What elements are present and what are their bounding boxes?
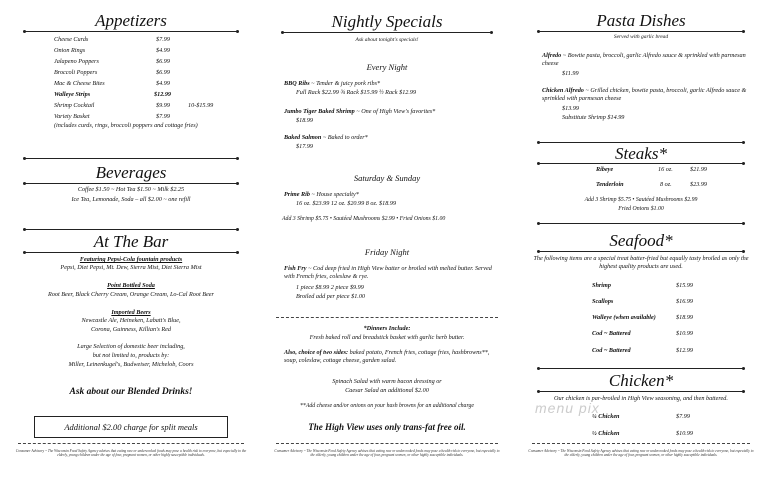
chicken-price: $7.99 — [676, 413, 690, 420]
beverages-line-2: Ice Tea, Lemonade, Soda – all $2.00 ~ one refill — [71, 196, 191, 203]
appetizer-price: $9.99 — [156, 102, 170, 109]
bbq-desc: ~ Tender & juicy pork ribs* — [309, 80, 381, 87]
steak-price: $23.99 — [690, 181, 708, 188]
appetizer-price: $7.99 — [156, 36, 170, 43]
consumer-advisory: Consumer Advisory ~ The Wisconsin Food Safety Agency advises that eating raw or undercooked foods may pose a health risk to everyone, but especially to the elderly, young children under the age of four, pregnant women, or other highly susceptible individuals. — [15, 449, 247, 458]
divider — [24, 252, 238, 253]
bottled-list: Root Beer, Black Cherry Cream, Orange Cream, Lo-Cal Root Beer — [48, 291, 214, 298]
steak-name: Ribeye — [596, 166, 614, 173]
imported-list-1: Newcastle Ale, Heineken, Labatt's Blue, — [81, 317, 181, 324]
divider — [24, 31, 238, 32]
divider — [538, 163, 744, 164]
fish-prices: 1 piece $8.99 2 piece $9.99 — [296, 284, 364, 291]
beverages-line-1: Coffee $1.50 ~ Hot Tea $1.50 ~ Milk $2.25 — [77, 186, 185, 193]
alfredo-desc: ~ Bowtie pasta, broccoli, garlic Alfredo sauce & sprinkled with parmesan cheese — [542, 52, 746, 67]
steak-price: $21.99 — [690, 166, 708, 173]
seafood-name: Cod ~ Battered — [592, 330, 631, 337]
steak-size: 8 oz. — [660, 181, 672, 188]
bottled-heading: Point Bottled Soda — [107, 282, 155, 289]
seafood-description: The following items are a special treat batter-fried but equally tasty broiled as only the highest quality products are used. — [533, 255, 749, 270]
steak-addons-1: Add 3 Shrimp $5.75 • Sautéed Mushrooms $2.99 — [584, 197, 698, 203]
trans-fat-banner: The High View uses only trans-fat free oil. — [308, 422, 466, 432]
sides-choice — [284, 349, 492, 364]
chicken-title: Chicken* — [608, 371, 674, 390]
split-meal-note: Additional $2.00 charge for split meals — [64, 422, 198, 432]
blended-drinks-banner: Ask about our Blended Drinks! — [69, 387, 193, 397]
dinners-line: Fresh baked roll and breadstick basket with garlic herb butter. — [309, 334, 465, 341]
seafood-price: $15.99 — [676, 282, 694, 289]
dinners-heading: *Dinners Include: — [363, 325, 411, 332]
appetizer-price: $6.99 — [156, 58, 170, 65]
seafood-price: $16.99 — [676, 298, 694, 305]
steak-addons-2: Fried Onions $1.00 — [618, 206, 664, 212]
alfredo-item — [542, 52, 748, 67]
steak-name: Tenderloin — [596, 181, 624, 188]
domestic-line-3: Miller, Leinenkugel's, Budweiser, Michelob, Coors — [68, 361, 194, 368]
divider — [538, 142, 744, 143]
alfredo-name: Alfredo — [542, 52, 562, 59]
salmon-price: $17.99 — [296, 143, 314, 150]
fountain-heading: Featuring Pepsi-Cola fountain products — [79, 256, 183, 263]
steaks-title: Steaks* — [615, 144, 667, 163]
appetizer-name: Cheese Curds — [54, 36, 89, 43]
seafood-name: Shrimp — [592, 282, 611, 289]
divider — [538, 391, 744, 392]
appetizer-price: $4.99 — [156, 47, 170, 54]
dashed-divider — [276, 443, 498, 444]
cheese-note: **Add cheese and/or onions on your hash browns for an additional charge — [300, 403, 474, 409]
seafood-price: $10.99 — [676, 330, 694, 337]
appetizer-name: Jalapeno Poppers — [54, 58, 99, 65]
divider — [538, 223, 744, 224]
friday-title: Friday Night — [364, 247, 410, 257]
consumer-advisory: Consumer Advisory ~ The Wisconsin Food Safety Agency advises that eating raw or undercooked foods may pose a health risk to everyone, but especially to the elderly, young children under the age of four, pregnant women, or other highly susceptible individuals. — [528, 449, 754, 458]
fish-broiled: Broiled add per piece $1.00 — [296, 293, 366, 300]
imported-list-2: Corona, Guinness, Killian's Red — [91, 326, 171, 333]
chicken-price: $10.99 — [676, 430, 694, 437]
seafood-name: Cod ~ Battered — [592, 347, 631, 354]
steak-size: 16 oz. — [658, 166, 673, 173]
appetizer-name: Shrimp Cocktail — [54, 102, 95, 109]
appetizer-price: $6.99 — [156, 69, 170, 76]
divider — [538, 31, 744, 32]
bbq-name: BBQ Ribs — [284, 80, 310, 87]
shrimp-name: Jumbo Tiger Baked Shrimp — [284, 108, 355, 115]
divider — [24, 229, 238, 230]
domestic-line-1: Large Selection of domestic beer including, — [77, 343, 185, 350]
split-meal-box — [34, 416, 228, 438]
sides-list: baked potato, French fries, cottage fries, hashbrowns**, soup, coleslaw, cottage cheese, garden salad. — [284, 349, 490, 364]
pasta-title: Pasta Dishes — [596, 11, 686, 30]
seafood-price: $12.99 — [676, 347, 694, 354]
shrimp-desc: ~ One of High View's favorites* — [354, 108, 436, 115]
every-night-title: Every Night — [366, 62, 408, 72]
addons-line: Add 3 Shrimp $5.75 • Sautéed Mushrooms $2.99 • Fried Onions $1.00 — [282, 216, 446, 222]
seafood-price: $18.99 — [676, 314, 694, 321]
chicken-alfredo-name: Chicken Alfredo — [542, 87, 584, 94]
left-column — [4, 0, 258, 491]
appetizer-name: Broccoli Poppers — [54, 69, 98, 76]
dashed-divider — [276, 317, 498, 318]
shrimp-price: $18.99 — [296, 117, 314, 124]
appetizers-title: Appetizers — [95, 11, 167, 30]
specials-ask: Ask about tonight's specials! — [355, 37, 419, 43]
watermark: menu pix — [535, 400, 600, 416]
chicken-alfredo-price: $13.99 — [562, 105, 580, 112]
chicken-alfredo-desc: ~ Grilled chicken, bowtie pasta, broccoli, garlic Alfredo sauce & sprinkled with parmesan cheese — [542, 87, 747, 102]
sides-heading: Also, choice of two sides: — [284, 349, 349, 356]
beverages-title: Beverages — [95, 163, 167, 182]
domestic-line-2: but not limited to, products by: — [92, 352, 170, 359]
appetizer-price: $7.99 — [156, 113, 170, 120]
chicken-name: ½ Chicken — [592, 430, 620, 437]
seafood-title: Seafood* — [609, 231, 673, 250]
divider — [282, 32, 492, 33]
seafood-name: Scallops — [592, 298, 614, 305]
appetizer-price-large: 10-$15.99 — [188, 102, 214, 109]
imported-heading: Imported Beers — [111, 309, 151, 316]
salmon-desc: ~ Baked to order* — [321, 134, 368, 141]
right-column — [518, 0, 764, 491]
salmon-name: Baked Salmon — [284, 134, 322, 141]
prime-prices: 16 oz. $23.99 12 oz. $20.99 8 oz. $18.99 — [296, 200, 397, 207]
dashed-divider — [18, 443, 244, 444]
substitute-shrimp: Substitute Shrimp $14.99 — [562, 114, 625, 121]
appetizer-price: $4.99 — [156, 80, 170, 87]
divider — [538, 368, 744, 369]
spinach-line-1: Spinach Salad with warm bacon dressing or — [332, 378, 442, 385]
variety-note: (includes curds, rings, broccoli poppers and cottage fries) — [54, 122, 198, 129]
fish-name: Fish Fry — [284, 265, 307, 272]
prime-line — [284, 191, 359, 199]
fish-desc: ~ Cod deep fried in High View batter or broiled with melted butter. Served with French fries, coleslaw & rye. — [284, 265, 492, 280]
appetizer-price: $12.99 — [154, 91, 172, 98]
prime-name: Prime Rib — [284, 191, 310, 198]
chicken-name: ¼ Chicken — [592, 413, 620, 420]
divider — [538, 251, 744, 252]
chicken-alfredo-item — [542, 87, 752, 102]
consumer-advisory: Consumer Advisory ~ The Wisconsin Food Safety Agency advises that eating raw or undercooked foods may pose a health risk to everyone, but especially to the elderly, young children under the age of four, pregnant women, or other highly susceptible individuals. — [274, 449, 500, 458]
fountain-list: Pepsi, Diet Pepsi, Mt. Dew, Sierra Mist, Diet Sierra Mist — [60, 264, 202, 271]
appetizer-name: Mac & Cheese Bites — [54, 80, 105, 87]
spinach-line-2: Caesar Salad an additional $2.00 — [345, 387, 429, 394]
pasta-subtitle: Served with garlic bread — [613, 34, 669, 40]
fish-fry — [284, 265, 492, 280]
dashed-divider — [532, 443, 750, 444]
specials-title: Nightly Specials — [331, 12, 443, 31]
chicken-description: Our chicken is par-broiled in High View seasoning, and then battered. — [554, 395, 728, 402]
weekend-title: Saturday & Sunday — [353, 173, 421, 183]
divider — [24, 158, 238, 159]
bar-title: At The Bar — [93, 232, 169, 251]
bbq-prices: Full Rack $22.99 ¾ Rack $15.99 ½ Rack $12.99 — [296, 89, 417, 96]
prime-desc: ~ House specialty* — [309, 191, 359, 198]
bbq-line — [284, 80, 380, 88]
middle-column — [262, 0, 512, 491]
shrimp-line — [284, 108, 435, 116]
salmon-line — [284, 134, 368, 142]
appetizer-name: Walleye Strips — [54, 91, 91, 98]
appetizer-name: Onion Rings — [54, 47, 86, 54]
seafood-name: Walleye (when available) — [592, 314, 656, 321]
appetizer-name: Variety Basket — [54, 113, 90, 120]
divider — [24, 183, 238, 184]
alfredo-price: $11.99 — [562, 70, 579, 77]
